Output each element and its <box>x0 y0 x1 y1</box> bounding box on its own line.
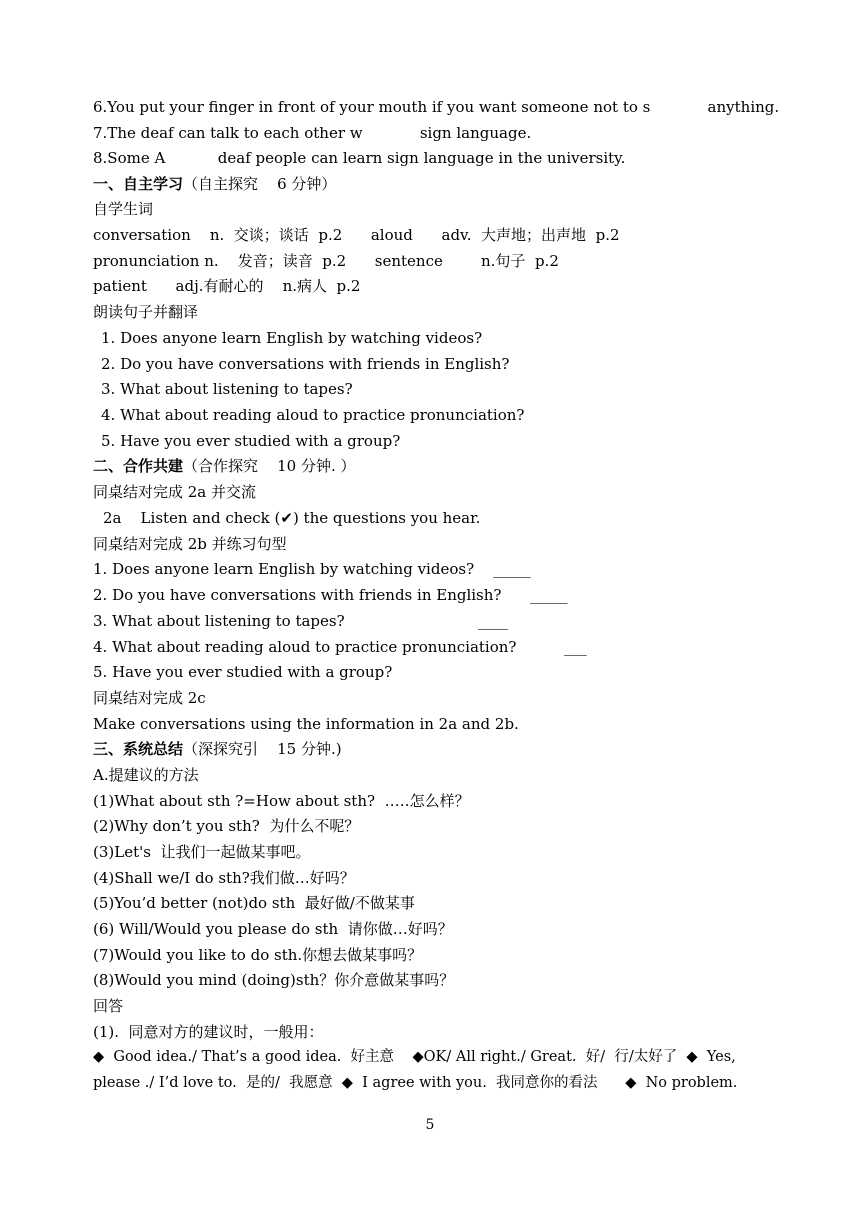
text-line: (3)Let's 让我们一起做某事吧。 <box>93 843 311 861</box>
text-line: 自学生词 <box>93 200 154 218</box>
text-line: conversation n. 交谈；谈话 p.2 aloud adv. 大声地；出声地 p.2 <box>93 226 620 244</box>
text-line: 8.Some A deaf people can learn sign language in the university. <box>93 149 626 167</box>
text-line: 朗读句子并翻译 <box>93 303 199 321</box>
text-line: 1. Does anyone learn English by watching videos? <box>101 329 483 347</box>
text-line: (7)Would you like to do sth.你想去做某事吗？ <box>93 946 423 964</box>
heading-title: 一、自主学习 <box>93 175 184 193</box>
text-line: 5. Have you ever studied with a group? <box>101 432 401 450</box>
text-line: 同桌结对完成 2c <box>93 689 206 707</box>
text-line: A.提建议的方法 <box>93 766 199 784</box>
text-line: Make conversations using the information in 2a and 2b. <box>93 715 519 733</box>
section-heading-2 <box>93 456 355 476</box>
section-heading-3 <box>93 739 342 759</box>
text-line: 5. Have you ever studied with a group? <box>93 663 393 681</box>
heading-note: （合作探究 10 分钟. ） <box>183 457 356 475</box>
text-line: 1. Does anyone learn English by watching videos? _____ <box>93 560 531 578</box>
text-line: 2a Listen and check (✔) the questions you hear. <box>103 509 481 527</box>
page-number: 5 <box>425 1117 435 1133</box>
text-line: (1). 同意对方的建议时，一般用： <box>93 1023 324 1041</box>
text-line: 2. Do you have conversations with friends in English? _____ <box>93 586 568 604</box>
text-line: 同桌结对完成 2a 并交流 <box>93 483 257 501</box>
heading-title: 二、合作共建 <box>93 457 184 475</box>
heading-note: （深探究引 15 分钟.) <box>183 740 342 758</box>
text-line: 回答 <box>93 997 124 1015</box>
text-line: 同桌结对完成 2b 并练习句型 <box>93 535 287 553</box>
text-line: 7.The deaf can talk to each other w sign language. <box>93 124 532 142</box>
text-line: 4. What about reading aloud to practice pronunciation? <box>101 406 525 424</box>
text-line: 3. What about listening to tapes? <box>101 380 353 398</box>
text-line: please ./ I’d love to. 是的/ 我愿意 ◆ I agree with you. 我同意你的看法 ◆ No problem. <box>93 1075 738 1091</box>
text-line: patient adj.有耐心的 n.病人 p.2 <box>93 277 361 295</box>
text-line: 4. What about reading aloud to practice pronunciation? ___ <box>93 638 587 656</box>
text-line: 3. What about listening to tapes? ____ <box>93 612 509 630</box>
text-line: (4)Shall we/I do sth?我们做…好吗？ <box>93 869 355 887</box>
text-line: 2. Do you have conversations with friends in English? <box>101 355 510 373</box>
text-line: (8)Would you mind (doing)sth？你介意做某事吗？ <box>93 971 455 989</box>
text-line: pronunciation n. 发音；读音 p.2 sentence n.句子 p.2 <box>93 252 559 270</box>
heading-title: 三、系统总结 <box>93 740 184 758</box>
text-line: (5)You’d better (not)do sth 最好做/不做某事 <box>93 894 415 912</box>
text-line: (6) Will/Would you please do sth 请你做…好吗？ <box>93 920 453 938</box>
text-line: (1)What about sth ?=How about sth? …‥怎么样？ <box>93 792 470 810</box>
text-line: ◆ Good idea./ That’s a good idea. 好主意 ◆OK/ All right./ Great. 好/ 行/太好了 ◆ Yes, <box>93 1049 736 1065</box>
section-heading-1 <box>93 174 336 194</box>
text-line: (2)Why don’t you sth? 为什么不呢？ <box>93 817 360 835</box>
text-line: 6.You put your finger in front of your mouth if you want someone not to s anything. <box>93 98 780 116</box>
heading-note: （自主探究 6 分钟） <box>183 175 337 193</box>
